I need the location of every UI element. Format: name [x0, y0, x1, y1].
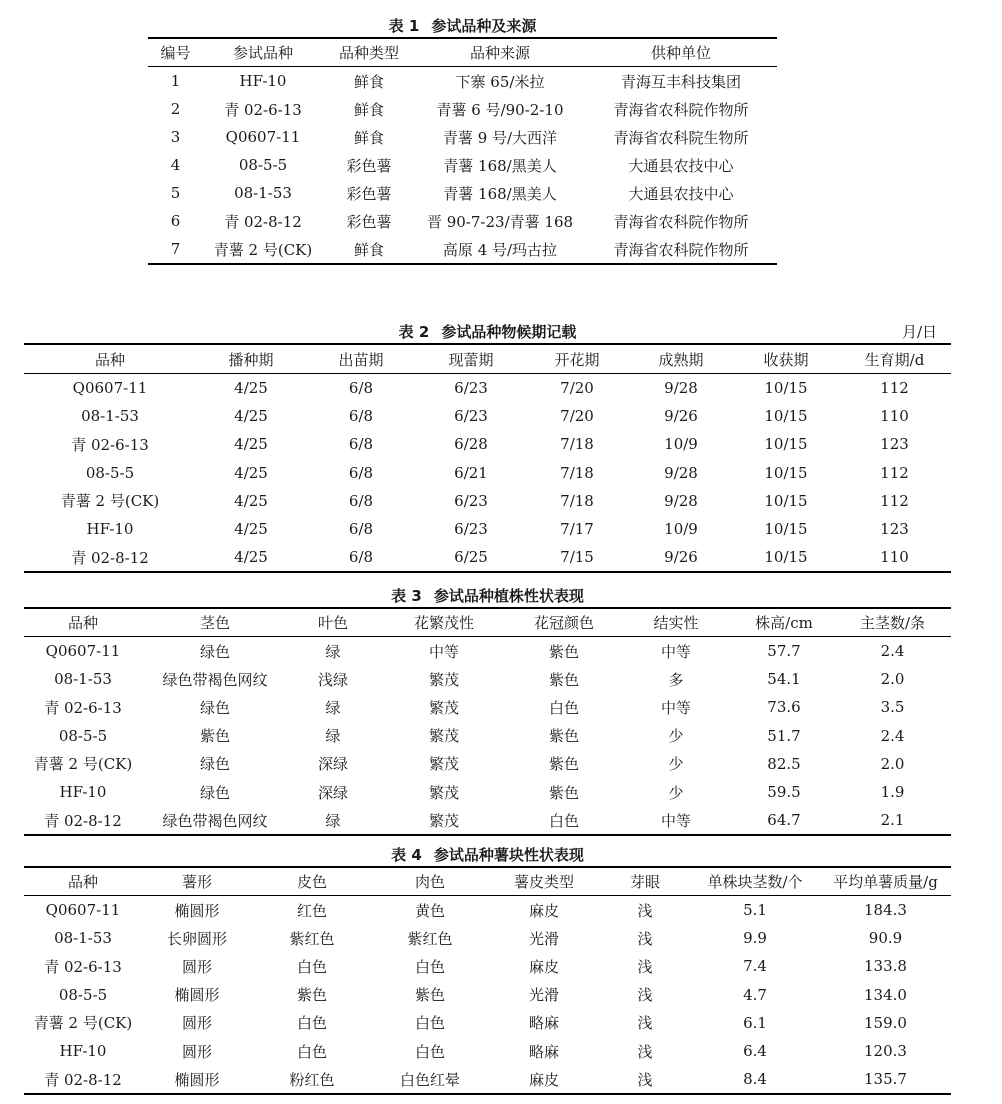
table-row — [148, 179, 777, 207]
table-cell: 圆形 — [181, 1014, 212, 1033]
table-cell: 紫色 — [548, 727, 579, 746]
table-cell: 下寨 65/米拉 — [455, 72, 545, 91]
table-cell: 紫红色 — [289, 929, 335, 948]
table-row — [24, 487, 951, 515]
table-cell: 青海省农科院生物所 — [613, 128, 749, 147]
table-row — [24, 543, 951, 572]
table-row — [24, 981, 951, 1009]
table-2-unit: 月/日 — [901, 323, 937, 341]
table-cell: 浅 — [637, 901, 653, 920]
table-cell: 10/15 — [764, 548, 808, 567]
table-cell: 6/23 — [454, 520, 488, 539]
table-cell: 紫色 — [199, 727, 230, 746]
column-header: 品种类型 — [338, 44, 399, 62]
column-header: 生育期/d — [864, 350, 925, 369]
table-cell: 2.0 — [880, 670, 905, 689]
table-cell: 少 — [668, 755, 684, 774]
table-cell: 长卵圆形 — [166, 929, 227, 948]
table-cell: Q0607-11 — [225, 128, 301, 146]
table-1 — [148, 37, 777, 265]
table-cell: 7/20 — [560, 379, 594, 398]
table-cell: 159.0 — [864, 1013, 907, 1032]
table-cell: 青 02-8-12 — [224, 212, 302, 231]
table-cell: 光滑 — [528, 929, 559, 948]
table-cell: 圆形 — [181, 1042, 212, 1061]
table-cell: 浅 — [637, 986, 653, 1005]
column-header: 品种 — [67, 873, 98, 891]
table-cell: 184.3 — [864, 901, 907, 920]
table-cell: 光滑 — [528, 986, 559, 1005]
table-2-caption — [24, 321, 951, 343]
table-cell: 青 02-8-12 — [71, 548, 149, 567]
table-4-number: 表 4 — [391, 846, 422, 864]
table-cell: Q0607-11 — [45, 901, 121, 920]
table-cell: 中等 — [660, 698, 691, 717]
table-cell: HF-10 — [239, 72, 287, 90]
table-cell: 青薯 168/黑美人 — [443, 184, 557, 203]
table-cell: 鲜食 — [353, 128, 384, 147]
table-cell: 08-1-53 — [81, 407, 139, 426]
table-cell: 82.5 — [767, 754, 801, 773]
table-2-number: 表 2 — [398, 323, 430, 341]
table-cell: 9/26 — [664, 548, 698, 567]
table-cell: 白色红晕 — [399, 1070, 460, 1089]
table-cell: 白色 — [414, 1014, 445, 1033]
table-header-row — [24, 608, 951, 637]
table-cell: 多 — [668, 670, 684, 689]
table-2-section — [24, 321, 951, 573]
table-cell: 椭圆形 — [174, 1070, 220, 1089]
table-cell: 彩色薯 — [346, 212, 392, 231]
table-cell: 青 02-6-13 — [224, 100, 302, 119]
table-cell: 青薯 2 号(CK) — [213, 240, 313, 259]
table-cell: 10/9 — [664, 435, 698, 454]
table-row — [24, 1037, 951, 1065]
table-cell: 椭圆形 — [174, 901, 220, 920]
table-cell: 少 — [668, 783, 684, 802]
table-cell: 彩色薯 — [346, 156, 392, 175]
table-cell: 3 — [170, 128, 181, 146]
table-row — [24, 896, 951, 925]
table-row — [24, 459, 951, 487]
table-cell: 椭圆形 — [174, 986, 220, 1005]
table-row — [24, 665, 951, 693]
table-cell: 64.7 — [767, 811, 801, 830]
table-cell: 10/15 — [764, 407, 808, 426]
table-cell: 57.7 — [767, 642, 801, 661]
table-cell: 紫色 — [296, 986, 327, 1005]
table-cell: 51.7 — [767, 726, 801, 745]
table-cell: 5.1 — [743, 901, 767, 920]
table-cell: 7/18 — [560, 435, 594, 454]
column-header: 叶色 — [317, 614, 348, 632]
table-cell: 08-5-5 — [58, 985, 108, 1004]
table-cell: 中等 — [660, 811, 691, 830]
table-cell: 08-5-5 — [58, 726, 108, 745]
table-cell: 6.4 — [743, 1042, 767, 1061]
table-cell: 青海省农科院作物所 — [613, 212, 749, 231]
column-header: 供种单位 — [650, 44, 711, 62]
table-cell: Q0607-11 — [45, 642, 121, 661]
table-cell: 10/15 — [764, 435, 808, 454]
table-cell: 7.4 — [743, 957, 767, 976]
table-cell: 1.9 — [880, 783, 905, 802]
table-cell: 6 — [170, 212, 181, 230]
table-cell: 略麻 — [528, 1042, 559, 1061]
table-cell: 6/23 — [454, 379, 488, 398]
table-cell: 2.4 — [880, 642, 905, 661]
column-header: 肉色 — [414, 873, 445, 891]
table-cell: 绿色 — [199, 783, 230, 802]
table-cell: 粉红色 — [289, 1070, 335, 1089]
table-cell: 10/9 — [664, 520, 698, 539]
table-cell: 133.8 — [864, 957, 907, 976]
table-cell: 6/25 — [454, 548, 488, 567]
table-row — [24, 430, 951, 458]
table-1-section — [148, 15, 777, 265]
column-header: 花冠颜色 — [533, 614, 594, 632]
table-cell: 浅 — [637, 957, 653, 976]
table-cell: 紫色 — [548, 670, 579, 689]
table-cell: 59.5 — [767, 783, 801, 802]
column-header: 编号 — [160, 44, 191, 62]
table-cell: 110 — [880, 548, 909, 567]
table-cell: 白色 — [296, 1042, 327, 1061]
table-row — [24, 374, 951, 403]
table-4-title: 参试品种薯块性状表现 — [433, 846, 584, 864]
table-cell: 青海省农科院作物所 — [613, 100, 749, 119]
table-cell: 6/28 — [454, 435, 488, 454]
table-cell: 青薯 2 号(CK) — [60, 492, 160, 511]
table-cell: HF-10 — [86, 520, 134, 539]
table-row — [24, 924, 951, 952]
table-cell: 麻皮 — [528, 957, 559, 976]
table-cell: 浅 — [637, 1042, 653, 1061]
table-cell: 繁茂 — [428, 698, 459, 717]
table-cell: 绿 — [325, 727, 341, 746]
table-cell: 浅 — [637, 929, 653, 948]
table-cell: 7/20 — [560, 407, 594, 426]
table-cell: 7/18 — [560, 463, 594, 482]
table-cell: 红色 — [296, 901, 327, 920]
table-4-caption — [24, 844, 951, 866]
table-cell: 08-1-53 — [234, 184, 292, 202]
table-cell: Q0607-11 — [72, 379, 148, 398]
table-cell: 高原 4 号/玛古拉 — [442, 240, 558, 259]
table-cell: 4.7 — [743, 985, 767, 1004]
table-cell: 135.7 — [864, 1070, 907, 1089]
table-cell: 10/15 — [764, 379, 808, 398]
table-cell: 123 — [880, 435, 909, 454]
table-1-number: 表 1 — [388, 17, 420, 35]
table-cell: 白色 — [296, 1014, 327, 1033]
table-cell: 90.9 — [868, 929, 903, 948]
table-cell: 9/26 — [664, 407, 698, 426]
table-cell: 6/23 — [454, 407, 488, 426]
table-cell: 白色 — [548, 698, 579, 717]
table-cell: 4/25 — [234, 548, 268, 567]
table-cell: 7/18 — [560, 491, 594, 510]
table-cell: 绿色带褐色网纹 — [162, 670, 268, 689]
table-cell: 6/21 — [454, 463, 488, 482]
table-cell: 7 — [170, 240, 181, 258]
table-2-title: 参试品种物候期记载 — [441, 323, 577, 341]
table-cell: 繁茂 — [428, 670, 459, 689]
table-cell: 120.3 — [864, 1042, 907, 1061]
table-row — [24, 1009, 951, 1037]
table-cell: 浅 — [637, 1014, 653, 1033]
column-header: 现蕾期 — [448, 350, 494, 369]
table-3-section — [24, 585, 951, 836]
column-header: 播种期 — [228, 350, 274, 369]
table-cell: 绿色带褐色网纹 — [162, 811, 268, 830]
table-cell: 青海省农科院作物所 — [613, 240, 749, 259]
table-cell: 10/15 — [764, 520, 808, 539]
table-cell: 繁茂 — [428, 783, 459, 802]
table-cell: 2.1 — [880, 811, 905, 830]
table-cell: 绿 — [325, 811, 341, 830]
table-cell: 123 — [880, 520, 909, 539]
table-cell: 08-1-53 — [54, 670, 112, 689]
table-cell: 紫色 — [548, 642, 579, 661]
table-cell: 4/25 — [234, 379, 268, 398]
table-cell: 6.1 — [743, 1013, 767, 1032]
table-cell: 73.6 — [767, 698, 801, 717]
table-cell: 青 02-6-13 — [71, 435, 149, 454]
table-cell: 浅 — [637, 1070, 653, 1089]
table-cell: 白色 — [296, 957, 327, 976]
table-cell: 鲜食 — [353, 72, 384, 91]
table-cell: 繁茂 — [428, 811, 459, 830]
table-cell: 7/15 — [560, 548, 594, 567]
table-cell: 4/25 — [234, 407, 268, 426]
table-3 — [24, 607, 951, 836]
column-header: 主茎数/条 — [859, 614, 926, 632]
table-cell: 紫色 — [548, 783, 579, 802]
table-cell: 紫红色 — [407, 929, 453, 948]
table-row — [24, 637, 951, 666]
table-cell: HF-10 — [59, 783, 107, 802]
table-cell: 青薯 168/黑美人 — [443, 156, 557, 175]
column-header: 收获期 — [763, 350, 809, 369]
column-header: 皮色 — [296, 873, 327, 891]
column-header: 单株块茎数/个 — [707, 873, 803, 891]
table-cell: 4/25 — [234, 491, 268, 510]
table-row — [148, 123, 777, 151]
table-row — [148, 95, 777, 123]
table-cell: 7/17 — [560, 520, 594, 539]
table-row — [24, 402, 951, 430]
table-header-row — [24, 867, 951, 896]
table-cell: 4/25 — [234, 520, 268, 539]
table-cell: 134.0 — [864, 985, 907, 1004]
column-header: 芽眼 — [629, 873, 660, 891]
table-cell: 青薯 6 号/90-2-10 — [436, 100, 564, 119]
table-cell: 鲜食 — [353, 240, 384, 259]
table-cell: 青 02-6-13 — [44, 698, 122, 717]
column-header: 出苗期 — [338, 350, 384, 369]
column-header: 结实性 — [653, 614, 699, 632]
table-3-caption — [24, 585, 951, 607]
table-cell: 112 — [880, 463, 909, 482]
table-cell: 繁茂 — [428, 755, 459, 774]
column-header: 株高/cm — [755, 614, 813, 632]
table-cell: 晋 90-7-23/青薯 168 — [426, 212, 574, 231]
table-cell: 110 — [880, 407, 909, 426]
table-row — [24, 722, 951, 750]
table-cell: 9/28 — [664, 379, 698, 398]
table-cell: 圆形 — [181, 957, 212, 976]
table-cell: 大通县农技中心 — [628, 156, 734, 175]
table-1-title: 参试品种及来源 — [431, 17, 537, 35]
column-header: 薯皮类型 — [513, 873, 574, 891]
table-2 — [24, 343, 951, 573]
table-row — [24, 515, 951, 543]
table-cell: 6/8 — [348, 520, 374, 539]
table-cell: 略麻 — [528, 1014, 559, 1033]
table-cell: 6/8 — [348, 463, 374, 482]
table-cell: 紫色 — [414, 986, 445, 1005]
table-cell: 1 — [170, 72, 181, 90]
table-cell: 深绿 — [317, 783, 348, 802]
table-cell: 中等 — [660, 642, 691, 661]
table-cell: 绿色 — [199, 698, 230, 717]
table-row — [148, 235, 777, 264]
table-cell: 6/8 — [348, 379, 374, 398]
column-header: 平均单薯质量/g — [833, 873, 938, 891]
table-cell: 6/8 — [348, 435, 374, 454]
table-cell: 彩色薯 — [346, 184, 392, 203]
table-cell: 08-5-5 — [238, 156, 288, 174]
table-row — [24, 778, 951, 806]
table-cell: 白色 — [414, 1042, 445, 1061]
table-cell: 8.4 — [743, 1070, 767, 1089]
table-cell: 112 — [880, 491, 909, 510]
table-cell: 2 — [170, 100, 181, 118]
table-3-title: 参试品种植株性状表现 — [433, 587, 584, 605]
column-header: 品种来源 — [469, 44, 530, 62]
table-cell: 3.5 — [880, 698, 905, 717]
table-row — [24, 750, 951, 778]
column-header: 成熟期 — [658, 350, 704, 369]
column-header: 参试品种 — [232, 44, 293, 62]
column-header: 花繁茂性 — [413, 614, 474, 632]
table-cell: 112 — [880, 379, 909, 398]
table-cell: 鲜食 — [353, 100, 384, 119]
table-cell: 大通县农技中心 — [628, 184, 734, 203]
table-cell: 青薯 2 号(CK) — [33, 755, 133, 774]
table-cell: 2.0 — [880, 754, 905, 773]
table-cell: 6/8 — [348, 548, 374, 567]
table-cell: 5 — [170, 184, 181, 202]
table-row — [148, 67, 777, 96]
table-row — [148, 207, 777, 235]
table-cell: 白色 — [548, 811, 579, 830]
table-cell: 繁茂 — [428, 727, 459, 746]
table-cell: 麻皮 — [528, 1070, 559, 1089]
column-header: 茎色 — [199, 614, 230, 632]
table-cell: 中等 — [428, 642, 459, 661]
table-1-caption — [148, 15, 777, 37]
table-cell: 6/8 — [348, 407, 374, 426]
table-cell: 9/28 — [664, 463, 698, 482]
table-cell: 4/25 — [234, 435, 268, 454]
table-cell: 紫色 — [548, 755, 579, 774]
table-cell: HF-10 — [59, 1042, 107, 1061]
table-row — [24, 1065, 951, 1094]
table-cell: 9.9 — [743, 929, 767, 948]
table-cell: 10/15 — [764, 491, 808, 510]
table-cell: 08-5-5 — [85, 463, 135, 482]
table-header-row — [24, 344, 951, 374]
table-cell: 青 02-8-12 — [44, 1070, 122, 1089]
table-row — [24, 693, 951, 721]
table-cell: 麻皮 — [528, 901, 559, 920]
table-cell: 绿 — [325, 698, 341, 717]
table-cell: 浅绿 — [317, 670, 348, 689]
table-header-row — [148, 38, 777, 67]
table-cell: 青 02-8-12 — [44, 811, 122, 830]
table-cell: 绿色 — [199, 642, 230, 661]
table-cell: 绿 — [325, 642, 341, 661]
table-row — [24, 952, 951, 980]
column-header: 薯形 — [181, 873, 212, 891]
table-cell: 青薯 2 号(CK) — [33, 1014, 133, 1033]
table-cell: 青海互丰科技集团 — [620, 72, 741, 91]
table-4-section — [24, 844, 951, 1095]
table-cell: 绿色 — [199, 755, 230, 774]
table-cell: 黄色 — [414, 901, 445, 920]
table-cell: 6/23 — [454, 491, 488, 510]
table-cell: 08-1-53 — [54, 929, 112, 948]
table-cell: 54.1 — [767, 670, 801, 689]
table-cell: 青薯 9 号/大西洋 — [442, 128, 558, 147]
table-cell: 2.4 — [880, 726, 905, 745]
table-cell: 4 — [170, 156, 181, 174]
column-header: 品种 — [67, 614, 98, 632]
table-cell: 6/8 — [348, 491, 374, 510]
table-cell: 少 — [668, 727, 684, 746]
table-cell: 9/28 — [664, 491, 698, 510]
table-cell: 白色 — [414, 957, 445, 976]
column-header: 开花期 — [554, 350, 600, 369]
table-cell: 10/15 — [764, 463, 808, 482]
table-cell: 深绿 — [317, 755, 348, 774]
column-header: 品种 — [94, 350, 125, 369]
table-4 — [24, 866, 951, 1095]
table-cell: 4/25 — [234, 463, 268, 482]
table-3-number: 表 3 — [391, 587, 422, 605]
table-row — [148, 151, 777, 179]
table-row — [24, 806, 951, 835]
table-cell: 青 02-6-13 — [44, 957, 122, 976]
